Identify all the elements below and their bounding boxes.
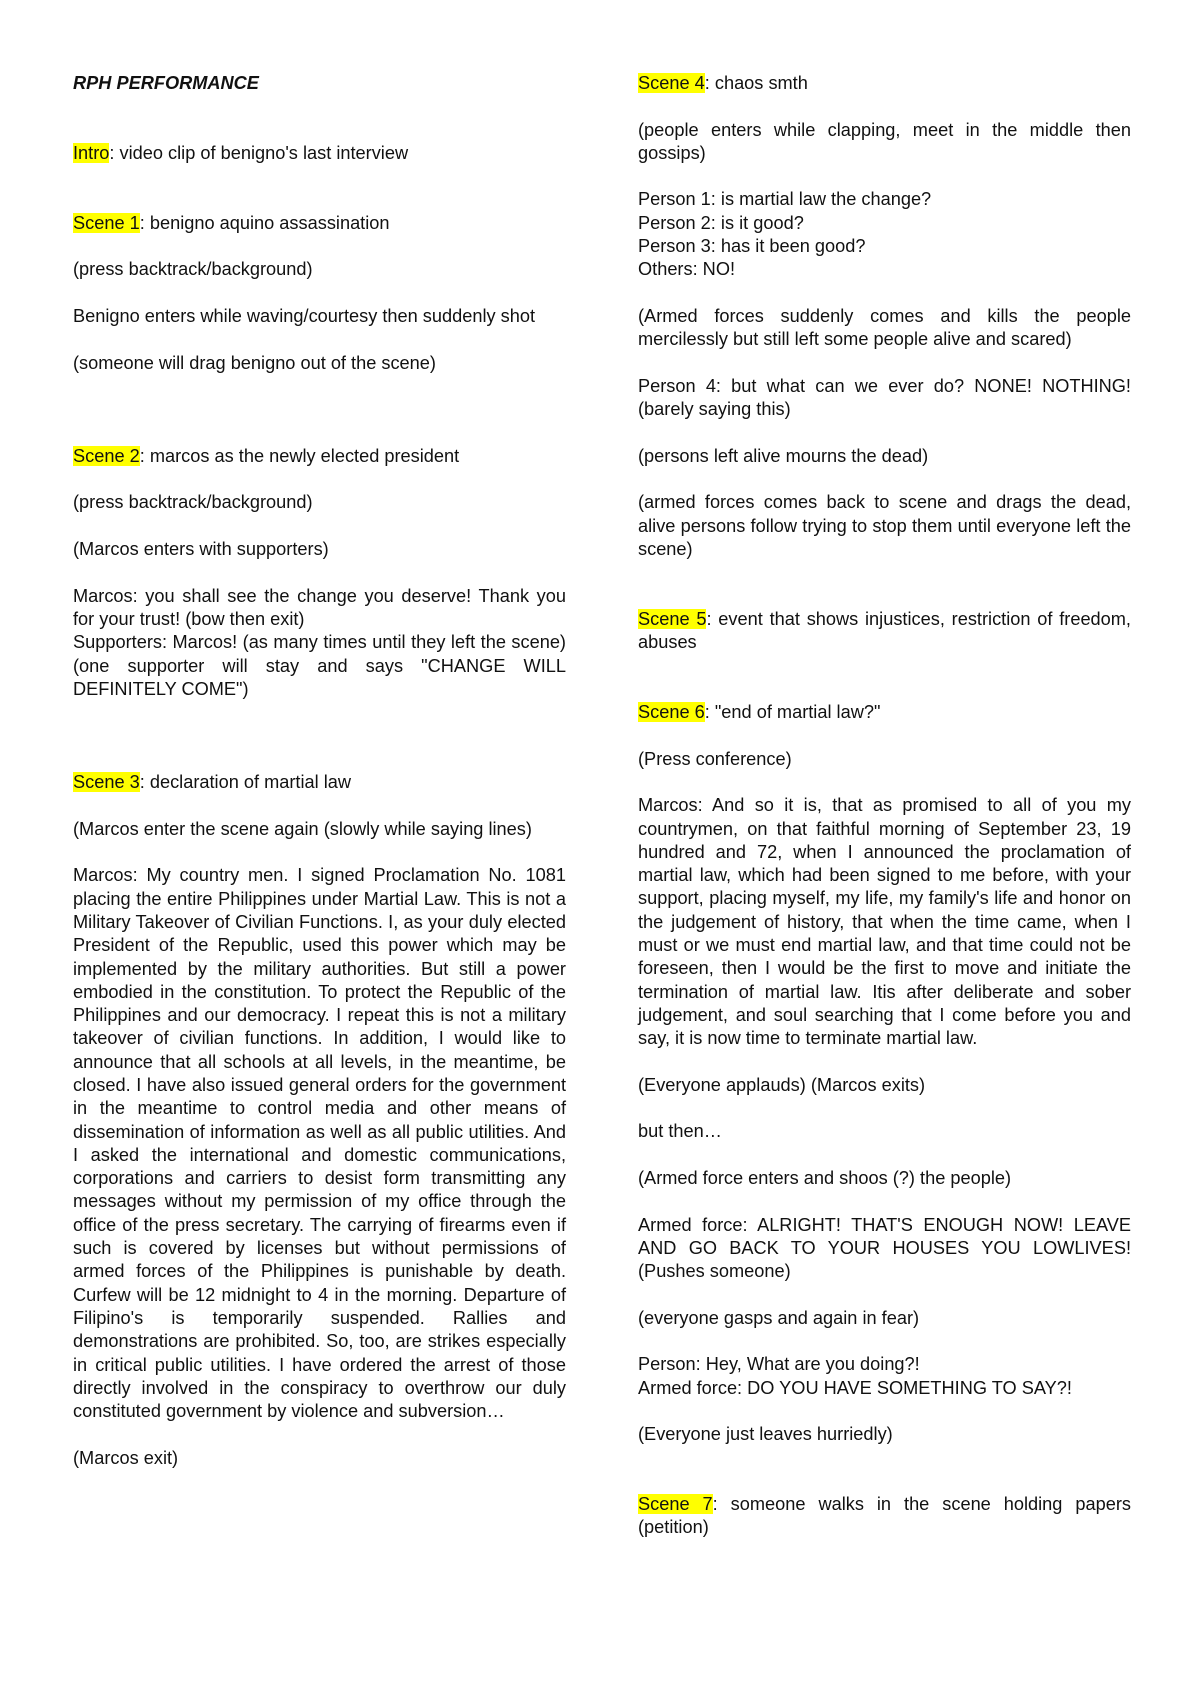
scene3-title: : declaration of martial law	[139, 772, 352, 793]
scene4-title: : chaos smth	[704, 73, 808, 93]
scene6-line: (Press conference)	[638, 748, 792, 769]
scene1-label: Scene 1	[73, 212, 140, 233]
scene1-title: : benigno aquino assassination	[139, 212, 390, 233]
scene4-line: (people enters while clapping, meet in the middle then gossips)	[638, 119, 1131, 163]
scene5-label: Scene 5	[638, 608, 707, 629]
scene6-line: (Armed force enters and shoos (?) the people)	[638, 1167, 1012, 1188]
scene4-heading	[638, 72, 1131, 95]
left-column	[73, 72, 566, 1470]
scene3-line: (Marcos enter the scene again (slowly while saying lines)	[73, 818, 532, 839]
scene1-heading	[73, 212, 566, 235]
scene7-label: Scene 7	[638, 1494, 713, 1515]
scene6-line: Person: Hey, What are you doing?!	[638, 1354, 920, 1375]
scene1-line: (someone will drag benigno out of the scene)	[73, 352, 436, 373]
scene4-person: Person 1: is martial law the change?	[638, 189, 932, 210]
scene2-line: (Marcos enters with supporters)	[73, 539, 329, 560]
scene7-heading	[638, 1493, 1131, 1540]
scene4-person: Person 3: has it been good?	[638, 236, 866, 257]
scene4-label: Scene 4	[638, 73, 705, 93]
scene6-line: but then…	[638, 1121, 722, 1142]
scene6-line: (Everyone applauds) (Marcos exits)	[638, 1074, 926, 1095]
scene6-line: (everyone gasps and again in fear)	[638, 1307, 920, 1328]
intro-text: : video clip of benigno's last interview	[109, 142, 409, 163]
right-column	[638, 72, 1131, 1540]
intro-line	[73, 142, 566, 165]
scene2-title: : marcos as the newly elected president	[139, 445, 460, 466]
scene3-heading	[73, 771, 566, 794]
scene3-speech: Marcos: My country men. I signed Proclamation No. 1081 placing the entire Philippines under Martial Law. This is not a Military Takeover of Civilian Functions. I, as your duly elected President of the Republic, used this power which may be implemented by the military authorities. But still a power embodied in the constitution. To protect the Republic of the Philippines and our democracy. I repeat this is not a military takeover of civilian functions. In addition, I would like to announce that all schools at all levels, in the meantime, be closed. I have also issued general orders for the government in the meantime to control media and other means of dissemination of information as well as all public utilities. And I asked the international and domestic communications, corporations and carriers to desist form transmitting any messages without my permission of my office through the office of the press secretary. The carrying of firearms even if such is covered by licenses but without permissions of armed forces of the Philippines is punishable by death. Curfew will be 12 midnight to 4 in the morning. Departure of Filipino's is temporarily suspended. Rallies and demonstrations are prohibited. So, too, are strikes especially in critical public utilities. I have ordered the arrest of those directly involved in the conspiracy to overthrow our duly constituted government by violence and subversion…	[73, 865, 566, 1422]
scene2-label: Scene 2	[73, 445, 140, 466]
scene1-line: Benigno enters while waving/courtesy then suddenly shot	[73, 305, 536, 326]
scene3-label: Scene 3	[73, 772, 140, 793]
scene6-label: Scene 6	[638, 702, 705, 723]
scene7-title: : someone walks in the scene holding papers (petition)	[638, 1494, 1131, 1538]
scene4-line: (armed forces comes back to scene and drags the dead, alive persons follow trying to stop them until everyone left the scene)	[638, 492, 1131, 559]
intro-label: Intro	[73, 142, 110, 163]
scene4-person: Person 2: is it good?	[638, 212, 804, 233]
scene1-line: (press backtrack/background)	[73, 259, 313, 280]
scene4-person: Others: NO!	[638, 259, 736, 280]
scene6-line: Armed force: DO YOU HAVE SOMETHING TO SAY?!	[638, 1377, 1072, 1398]
scene4-line: (Armed forces suddenly comes and kills the people mercilessly but still left some people alive and scared)	[638, 305, 1131, 350]
scene2-heading	[73, 445, 566, 468]
scene2-line: (press backtrack/background)	[73, 492, 313, 513]
scene6-line: (Everyone just leaves hurriedly)	[638, 1424, 893, 1445]
document-title: RPH PERFORMANCE	[73, 73, 259, 93]
scene5-heading	[638, 608, 1131, 655]
scene3-exit: (Marcos exit)	[73, 1447, 179, 1468]
scene6-heading	[638, 701, 1131, 724]
scene2-dialogue: Marcos: you shall see the change you deserve! Thank you for your trust! (bow then exit)	[73, 585, 566, 629]
scene2-dialogue: Supporters: Marcos! (as many times until they left the scene) (one supporter will stay and says "CHANGE WILL DEFINITELY COME")	[73, 632, 566, 699]
scene6-title: : "end of martial law?"	[704, 702, 881, 723]
scene6-speech: Marcos: And so it is, that as promised to all of you my countrymen, on that faithful morning of September 23, 19 hundred and 72, when I announced the proclamation of martial law, which had been signed to me before, with your support, placing myself, my life, my family's life and honor on the judgement of history, that when the time came, when I must or we must end martial law, and that time could not be foreseen, then I would be the first to move and initiate the termination of martial law. Itis after deliberate and sober judgement, and soul searching that I come before you and say, it is now time to terminate martial law.	[638, 795, 1131, 1049]
scene6-line: Armed force: ALRIGHT! THAT'S ENOUGH NOW! LEAVE AND GO BACK TO YOUR HOUSES YOU LOWLIVES! (Pushes someone)	[638, 1214, 1131, 1282]
scene4-line: Person 4: but what can we ever do? NONE! NOTHING! (barely saying this)	[638, 375, 1131, 420]
scene4-line: (persons left alive mourns the dead)	[638, 445, 929, 466]
scene5-title: : event that shows injustices, restriction of freedom, abuses	[638, 608, 1131, 653]
